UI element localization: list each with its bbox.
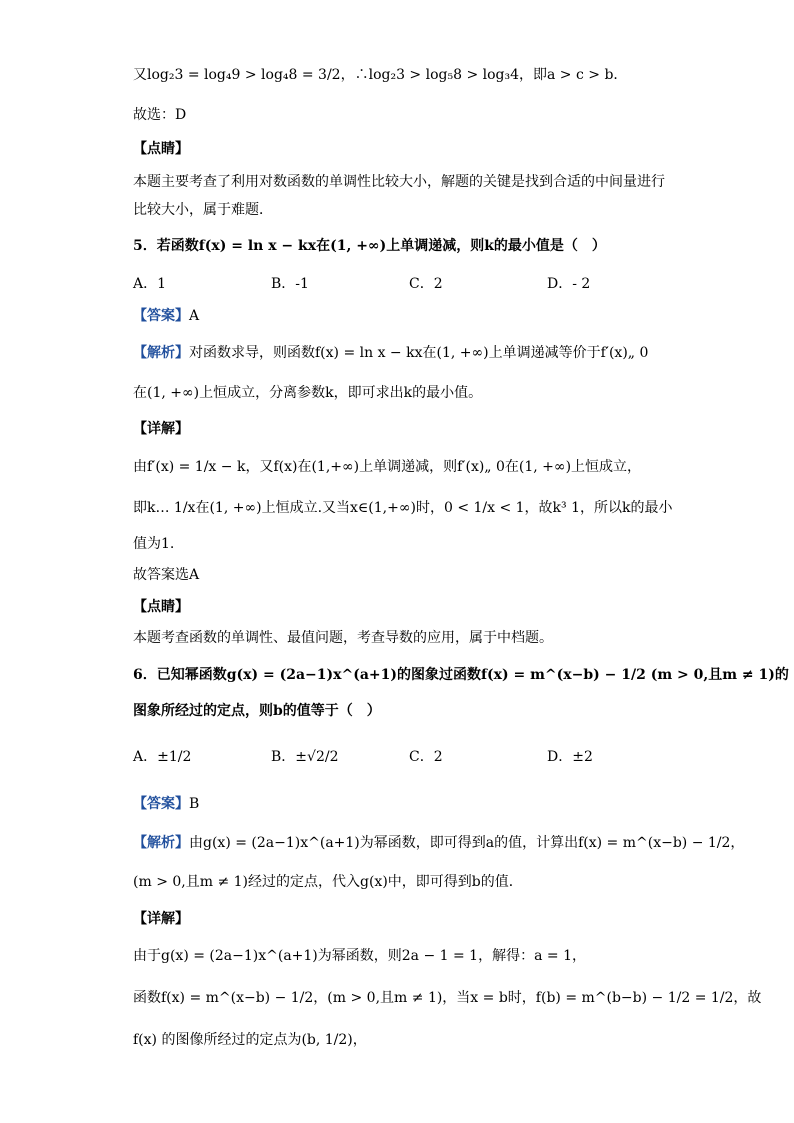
q6-option-d: D．±2: [547, 749, 593, 765]
q5-option-a: A．1: [133, 276, 167, 292]
text-line: f(x) 的图像所经过的定点为(b, 1/2)，: [133, 1032, 367, 1048]
answer-line: [133, 305, 199, 327]
answer-value: A: [189, 308, 200, 324]
text-line: 值为1.: [133, 536, 175, 552]
text-line: (m > 0,且m ≠ 1)经过的定点，代入g(x)中，即可得到b的值．: [133, 874, 523, 890]
analysis-tag: 【解析】: [133, 835, 189, 851]
text-line: 本题主要考查了利用对数函数的单调性比较大小，解题的关键是找到合适的中间量进行: [133, 174, 665, 190]
text-line: 故答案选A: [133, 567, 200, 583]
analysis-line: [133, 342, 648, 364]
answer-tag: 【答案】: [133, 308, 189, 324]
q6-option-b: B．±√2/2: [271, 749, 339, 765]
answer-value: B: [189, 796, 200, 812]
q5-option-d: D．- 2: [547, 276, 591, 292]
section-heading: 【点睛】: [133, 141, 189, 157]
text-line: 即k… 1/x在(1, +∞)上恒成立.又当x∈(1,+∞)时，0 < 1/x < 1，故k³ 1，所以k的最小: [133, 500, 673, 516]
text-line: 比较大小，属于难题．: [133, 202, 273, 218]
q6-option-a: A．±1/2: [133, 749, 192, 765]
answer-line: [133, 793, 199, 815]
text-line: 由于g(x) = (2a−1)x^(a+1)为幂函数，则2a − 1 = 1，解得：a = 1，: [133, 948, 586, 964]
question-6-stem: 6．已知幂函数g(x) = (2a−1)x^(a+1)的图象过函数f(x) = m^(x−b) − 1/2 (m > 0,且m ≠ 1)的: [133, 667, 789, 683]
section-heading: 【详解】: [133, 421, 189, 437]
answer-tag: 【答案】: [133, 796, 189, 812]
analysis-text: 对函数求导，则函数f(x) = ln x − kx在(1, +∞)上单调递减等价于f′(x)„ 0: [189, 345, 649, 361]
text-line: 故选：D: [133, 107, 187, 123]
question-6-stem-cont: 图象所经过的定点，则b的值等于（ ）: [133, 703, 381, 719]
text-line: 函数f(x) = m^(x−b) − 1/2，(m > 0,且m ≠ 1)，当x = b时，f(b) = m^(b−b) − 1/2 = 1/2，故: [133, 990, 762, 1006]
text-line: 在(1, +∞)上恒成立，分离参数k，即可求出k的最小值。: [133, 385, 483, 401]
text-line: 又log₂3 = log₄9 > log₄8 = 3/2，∴log₂3 > log₅8 > log₃4，即a > c > b．: [133, 67, 628, 83]
question-5-stem: 5．若函数f(x) = ln x − kx在(1, +∞)上单调递减，则k的最小值是（ ）: [133, 238, 606, 254]
analysis-line: [133, 832, 744, 854]
analysis-tag: 【解析】: [133, 345, 189, 361]
q5-option-c: C．2: [409, 276, 443, 292]
analysis-text: 由g(x) = (2a−1)x^(a+1)为幂函数，即可得到a的值，计算出f(x) = m^(x−b) − 1/2，: [189, 835, 745, 851]
q6-option-c: C．2: [409, 749, 443, 765]
text-line: 由f′(x) = 1/x − k，又f(x)在(1,+∞)上单调递减，则f′(x)„ 0在(1, +∞)上恒成立，: [133, 459, 642, 475]
q5-option-b: B．-1: [271, 276, 309, 292]
section-heading: 【详解】: [133, 911, 189, 927]
section-heading: 【点睛】: [133, 599, 189, 615]
text-line: 本题考查函数的单调性、最值问题，考查导数的应用，属于中档题。: [133, 630, 553, 646]
